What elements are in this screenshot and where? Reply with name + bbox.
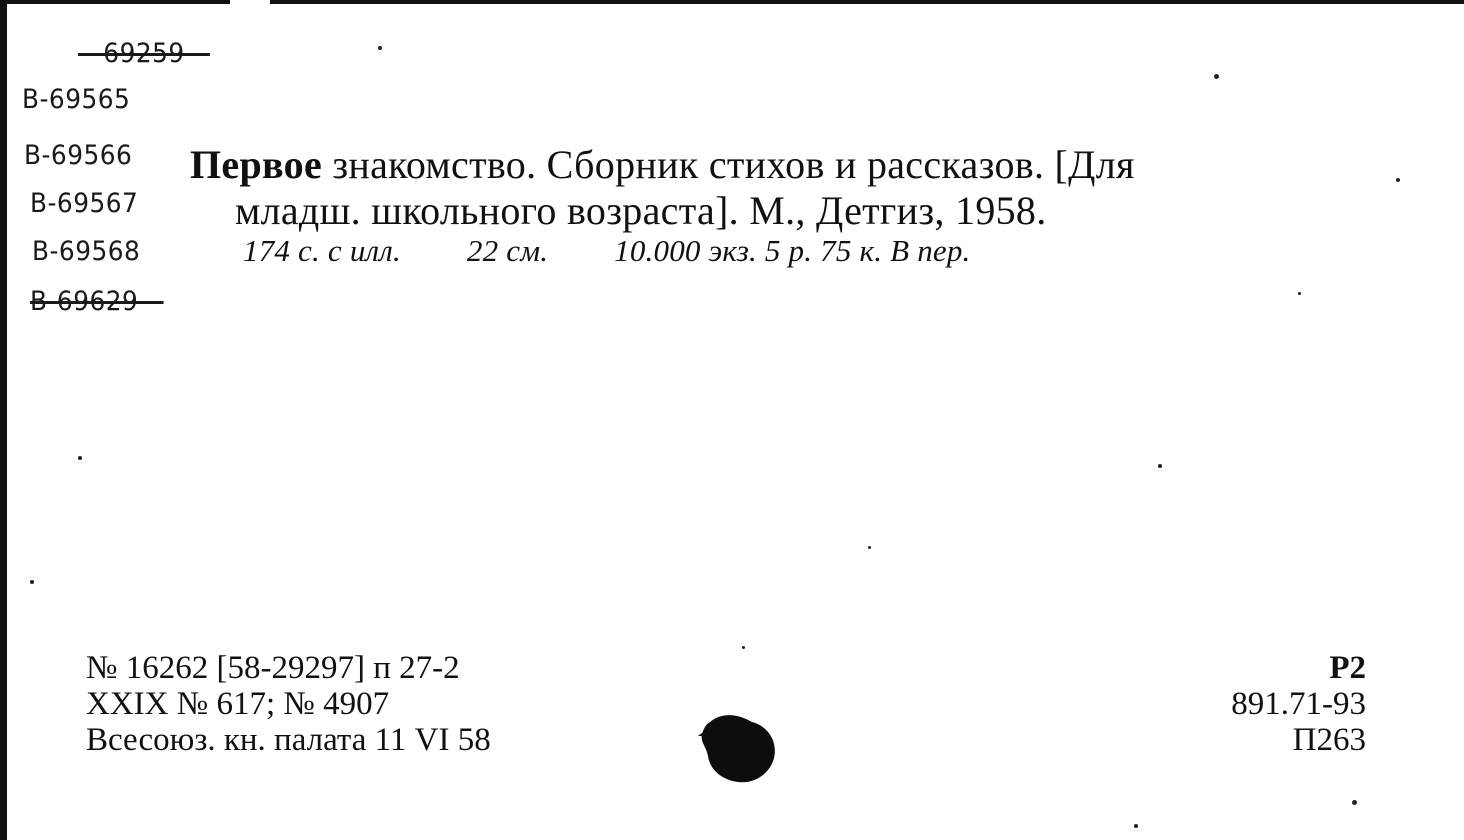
entry-size: 22 см. (466, 233, 549, 268)
speck (1214, 74, 1219, 79)
footer-classification (1231, 650, 1366, 758)
inventory-number-struck: В-69629— (30, 286, 164, 317)
speck (1352, 800, 1357, 805)
inventory-number: В-69567 (30, 188, 139, 219)
entry-title: Первое (190, 142, 322, 187)
footer-left-line: Всесоюз. кн. палата 11 VI 58 (86, 722, 491, 758)
card-left-border (0, 0, 7, 840)
entry-line-1 (190, 142, 1390, 188)
speck (78, 456, 82, 460)
speck (378, 46, 382, 50)
ink-blot (696, 712, 778, 784)
entry-print-run-price: 10.000 экз. 5 р. 75 к. В пер. (614, 233, 971, 268)
author-mark: П263 (1292, 722, 1366, 758)
speck (868, 546, 871, 549)
entry-line-1-text: знакомство. Сборник стихов и рассказов. [Для (332, 142, 1135, 187)
footer-left-line: № 16262 [58-29297] п 27-2 (86, 650, 460, 686)
inventory-number: В-69566 (24, 140, 133, 171)
speck (742, 646, 745, 649)
footer-left-line: XXIX № 617; № 4907 (86, 686, 390, 722)
card-top-border (0, 0, 1464, 4)
entry-line-2: младш. школьного возраста]. М., Детгиз, 1958. (235, 188, 1047, 233)
inventory-number-struck: —69259— (78, 38, 210, 69)
speck (1396, 178, 1400, 182)
classification-code: Р2 (1329, 650, 1366, 686)
inventory-number: В-69568 (32, 236, 141, 267)
footer-registration (86, 650, 491, 758)
entry-pages: 174 с. с илл. (243, 233, 401, 268)
speck (1158, 464, 1162, 468)
entry-physical-description (243, 233, 1037, 269)
udc-index: 891.71-93 (1231, 686, 1366, 722)
inventory-number: В-69565 (22, 84, 131, 115)
speck (1298, 292, 1301, 295)
speck (1134, 824, 1138, 828)
speck (30, 580, 34, 584)
